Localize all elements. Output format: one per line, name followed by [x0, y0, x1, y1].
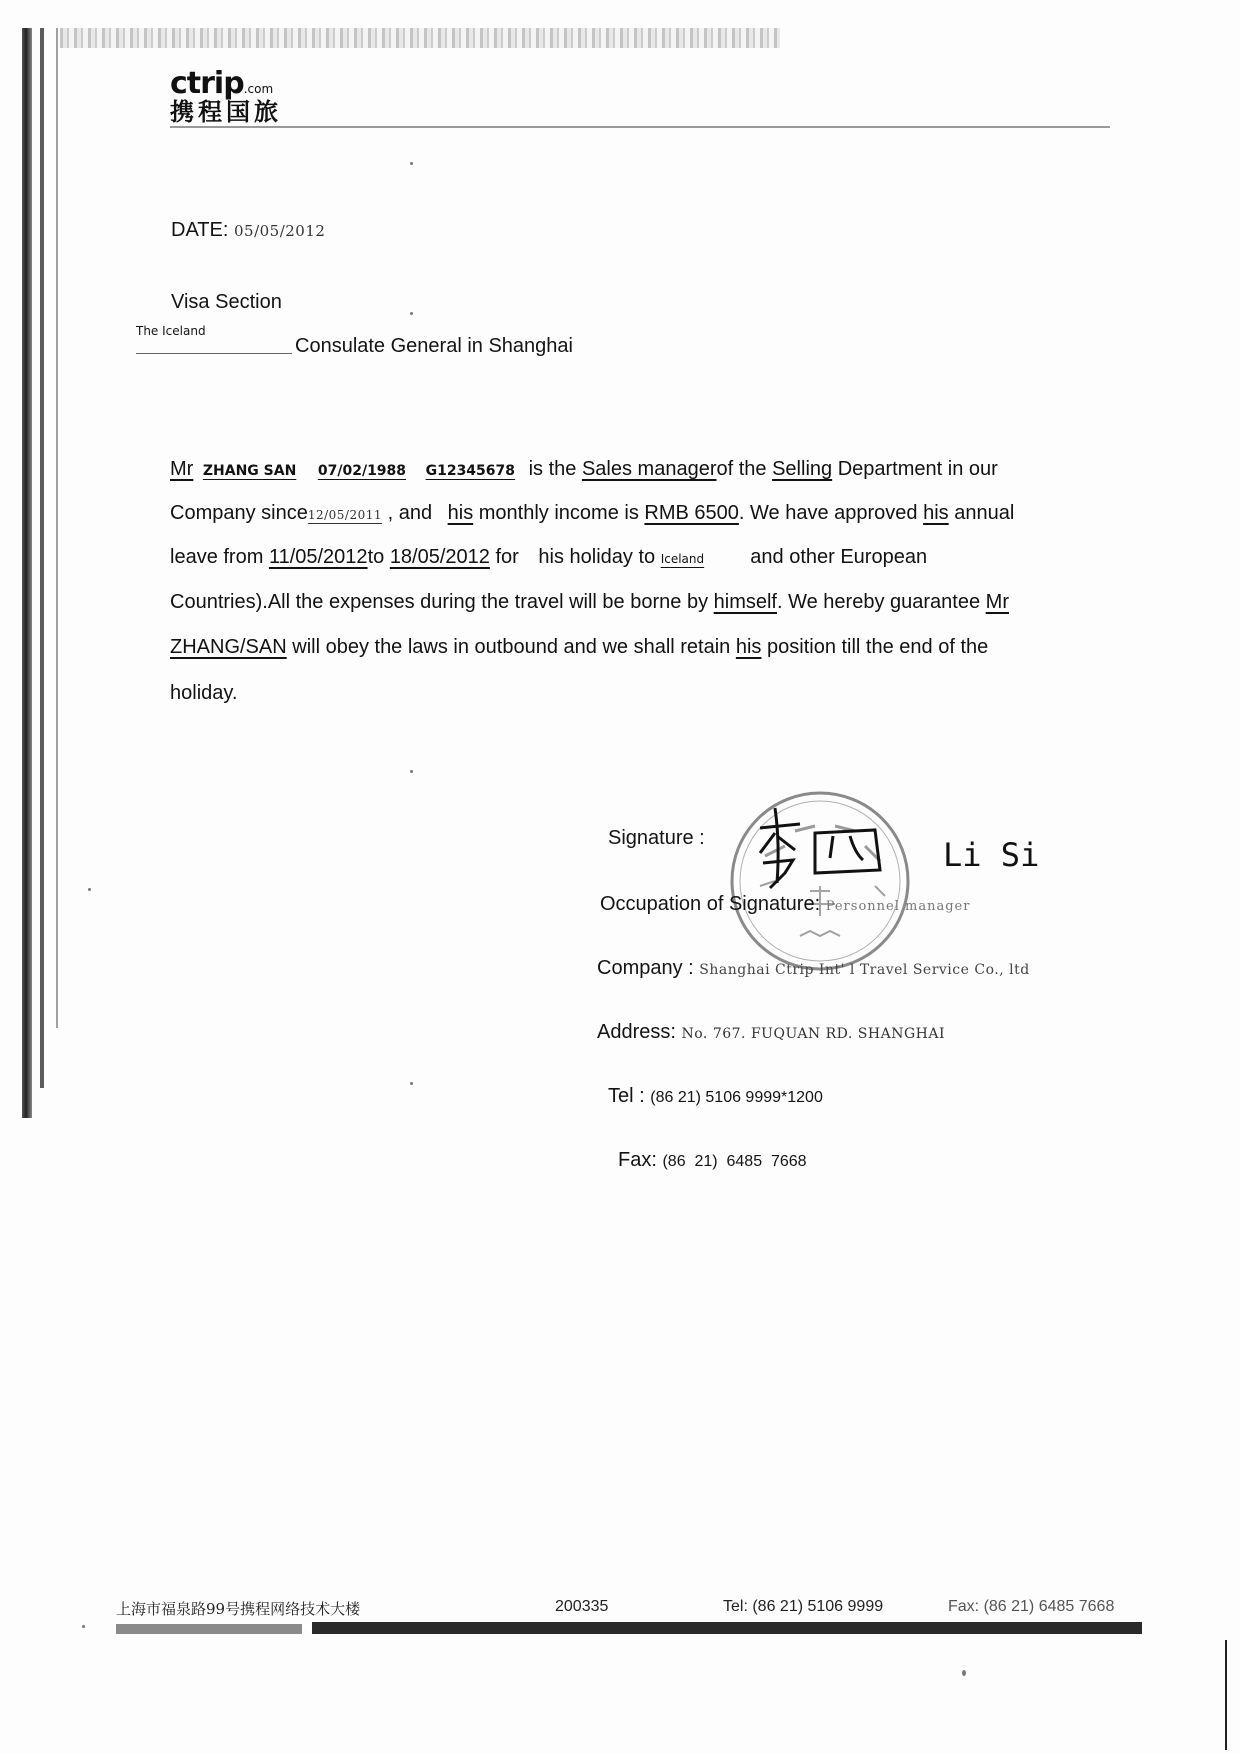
scan-speck	[410, 312, 413, 315]
header-divider	[170, 126, 1110, 128]
text-and: , and	[387, 502, 433, 524]
scan-speck	[962, 1670, 966, 1676]
recipient-line-2: Consulate General in Shanghai	[295, 335, 573, 357]
company-line	[597, 956, 1030, 982]
date-value: 05/05/2012	[233, 222, 326, 240]
leave-end-date: 18/05/2012	[389, 546, 490, 568]
text-other-european: and other European	[750, 546, 928, 568]
scan-border-left	[22, 28, 32, 1118]
applicant-position: Sales manager	[581, 458, 717, 480]
scan-speck	[410, 1082, 413, 1085]
company-value: Shanghai Ctrip Int' l Travel Service Co., ltd	[699, 962, 1030, 978]
text-leave-from: leave from	[170, 546, 264, 568]
occupation-label: Occupation of Signature:	[600, 893, 821, 915]
text-countries-expenses: Countries).All the expenses during the travel will be borne by	[170, 591, 709, 613]
applicant-passport: G12345678	[425, 463, 516, 479]
logo-text: ctrip	[170, 66, 244, 101]
ctrip-logo	[170, 68, 360, 128]
signature-name: Li Si	[943, 836, 1040, 874]
text-is-the: is the	[528, 458, 577, 480]
footer-tel: Tel: (86 21) 5106 9999	[723, 1598, 884, 1615]
destination-country: Iceland	[660, 552, 705, 566]
scan-border-left-line	[40, 28, 44, 1088]
scan-speck	[82, 1625, 85, 1628]
signature-label: Signature :	[608, 827, 705, 849]
text-position-till: position till the end of the	[767, 636, 989, 658]
text-obey-laws: will obey the laws in outbound and we shall retain	[292, 636, 731, 658]
body-line-3	[170, 544, 927, 572]
recipient-country-blank	[136, 352, 292, 354]
recipient-country: The Iceland	[136, 324, 206, 338]
applicant-name: ZHANG SAN	[202, 463, 297, 479]
fax-line	[618, 1148, 807, 1174]
title-mr: Mr	[170, 458, 194, 480]
body-line-1	[170, 456, 998, 484]
logo-suffix: .com	[243, 82, 274, 96]
applicant-dob: 07/02/1988	[317, 463, 407, 479]
applicant-full-name: ZHANG/SAN	[170, 636, 287, 658]
tel-label: Tel :	[608, 1085, 645, 1107]
pronoun-3: his	[735, 636, 762, 658]
body-line-2	[170, 500, 1014, 528]
scan-speck	[88, 888, 91, 891]
scan-border-right	[1225, 1640, 1227, 1750]
body-line-5	[170, 634, 988, 660]
scan-border-top	[60, 28, 780, 48]
text-for: for	[495, 546, 519, 568]
text-monthly-income: monthly income is	[478, 502, 639, 524]
employment-since-date: 12/05/2011	[307, 508, 383, 522]
body-line-4	[170, 589, 1009, 615]
text-dept-rest: Department in our	[837, 458, 998, 480]
address-line	[597, 1020, 945, 1046]
address-label: Address:	[597, 1021, 676, 1043]
pronoun-2: his	[923, 502, 949, 524]
monthly-income: RMB 6500	[644, 502, 739, 524]
footer-address-cn: 上海市福泉路99号携程网络技术大楼	[116, 1600, 361, 1618]
expenses-borne-by: himself	[713, 591, 777, 613]
text-to: to	[367, 546, 385, 568]
text-guarantee: . We hereby guarantee	[777, 591, 981, 613]
scan-border-left-faint	[56, 28, 58, 1028]
date-label: DATE:	[171, 219, 229, 241]
text-annual: annual	[954, 502, 1015, 524]
address-value: No. 767. FUQUAN RD. SHANGHAI	[681, 1026, 945, 1042]
applicant-department: Selling	[772, 458, 833, 480]
handwritten-signature	[755, 788, 925, 898]
occupation-value: Personnel manager	[825, 899, 971, 914]
footer-fax: Fax: (86 21) 6485 7668	[948, 1598, 1115, 1615]
footer-postcode: 200335	[555, 1598, 609, 1615]
footer-bar	[116, 1622, 1142, 1636]
body-line-6: holiday.	[170, 682, 238, 704]
text-company-since: Company since	[170, 502, 308, 524]
date-line	[171, 218, 325, 243]
company-label: Company :	[597, 957, 694, 979]
pronoun-1: his	[447, 502, 474, 524]
leave-start-date: 11/05/2012	[268, 546, 368, 568]
title-mr-2: Mr	[985, 591, 1009, 613]
scan-speck	[410, 162, 413, 165]
occupation-line	[600, 892, 970, 919]
text-of-the: of the	[716, 458, 767, 480]
tel-value: (86 21) 5106 9999*1200	[650, 1089, 823, 1106]
fax-label: Fax:	[618, 1149, 657, 1171]
recipient-line-1: Visa Section	[171, 291, 282, 313]
tel-line	[608, 1084, 823, 1110]
fax-value: (86 21) 6485 7668	[662, 1153, 807, 1170]
scan-speck	[410, 770, 413, 773]
text-holiday-to: his holiday to	[538, 546, 656, 568]
logo-chinese: 携程国旅	[170, 98, 282, 126]
text-approved: . We have approved	[738, 502, 918, 524]
